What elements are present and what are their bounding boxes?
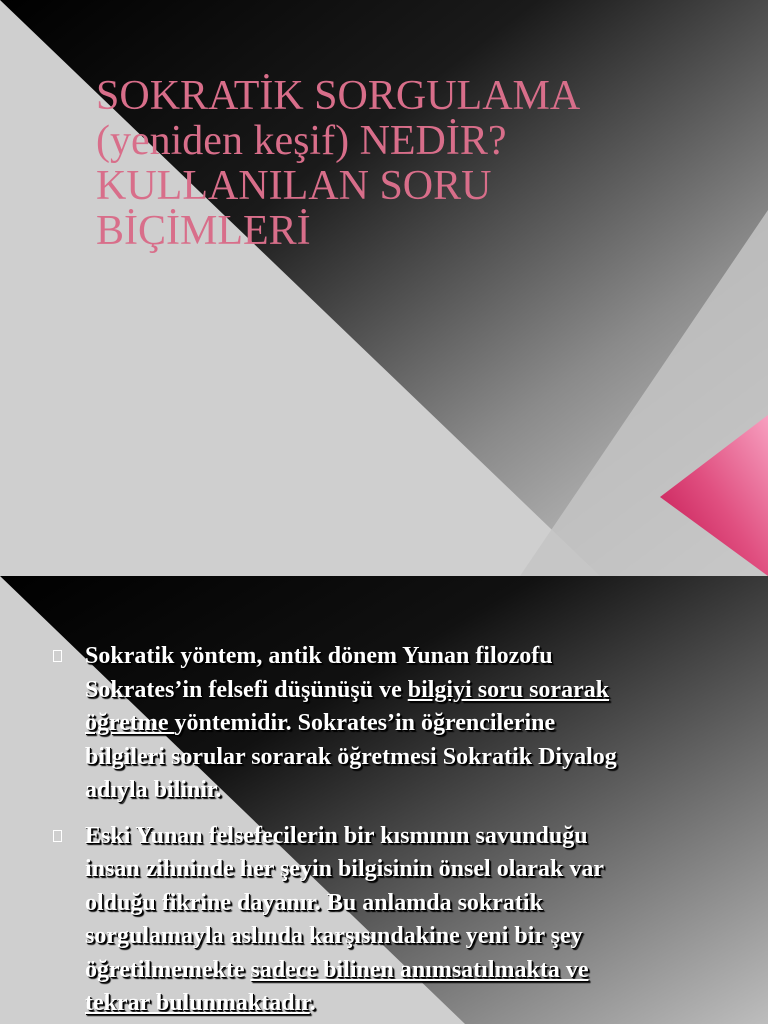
bullet-text	[85, 640, 742, 808]
text-run: Sokrates’in felsefi düşünüşü ve	[85, 676, 408, 703]
text-run: .	[309, 990, 316, 1016]
text-run: insan zihninde her şeyin bilgisinin önsel olarak var	[85, 856, 605, 882]
text-run: Eski Yunan felsefecilerin bir kısmının savunduğu	[85, 822, 588, 849]
text-line	[85, 920, 742, 954]
text-run: bilgileri sorular sorarak öğretmesi Sokratik Diyalog	[85, 743, 617, 770]
text-line	[85, 853, 742, 887]
bullet-item	[52, 640, 742, 808]
text-line	[85, 674, 742, 708]
text-line	[85, 707, 742, 741]
content-slide	[0, 576, 768, 1024]
underlined-phrase: öğretme	[85, 710, 175, 736]
text-line	[85, 774, 742, 808]
underlined-phrase: bilgiyi soru sorarak	[407, 676, 610, 703]
slide-title	[96, 74, 736, 254]
text-run: adıyla bilinir.	[85, 777, 222, 803]
title-line: (yeniden keşif) NEDİR?	[96, 118, 507, 164]
text-run: Sokratik yöntem, antik dönem Yunan filozofu	[85, 643, 553, 669]
text-line	[85, 987, 742, 1021]
text-line	[85, 820, 742, 854]
text-run: yöntemidir. Sokrates’in öğrencilerine	[174, 710, 556, 736]
underlined-phrase: sadece bilinen anımsatılmakta ve	[250, 956, 589, 983]
title-line: KULLANILAN SORU	[96, 163, 492, 209]
text-line	[85, 640, 742, 674]
bullet-text	[85, 820, 742, 1021]
text-run: sorgulamayla aslında karşısındakine yeni bir şey	[85, 923, 583, 949]
title-line: SOKRATİK SORGULAMA	[96, 73, 581, 119]
title-line: BİÇİMLERİ	[96, 208, 311, 254]
text-line	[85, 887, 742, 921]
hollow-square-bullet-icon	[53, 830, 62, 842]
text-line	[85, 741, 742, 775]
text-line	[85, 954, 742, 988]
bullet-list	[52, 640, 742, 1024]
underlined-phrase: tekrar bulunmaktadır	[85, 990, 310, 1016]
text-run: öğretilmemekte	[85, 956, 251, 983]
hollow-square-bullet-icon	[53, 650, 62, 662]
bullet-item	[52, 820, 742, 1021]
text-run: olduğu fikrine dayanır. Bu anlamda sokratik	[85, 889, 543, 916]
